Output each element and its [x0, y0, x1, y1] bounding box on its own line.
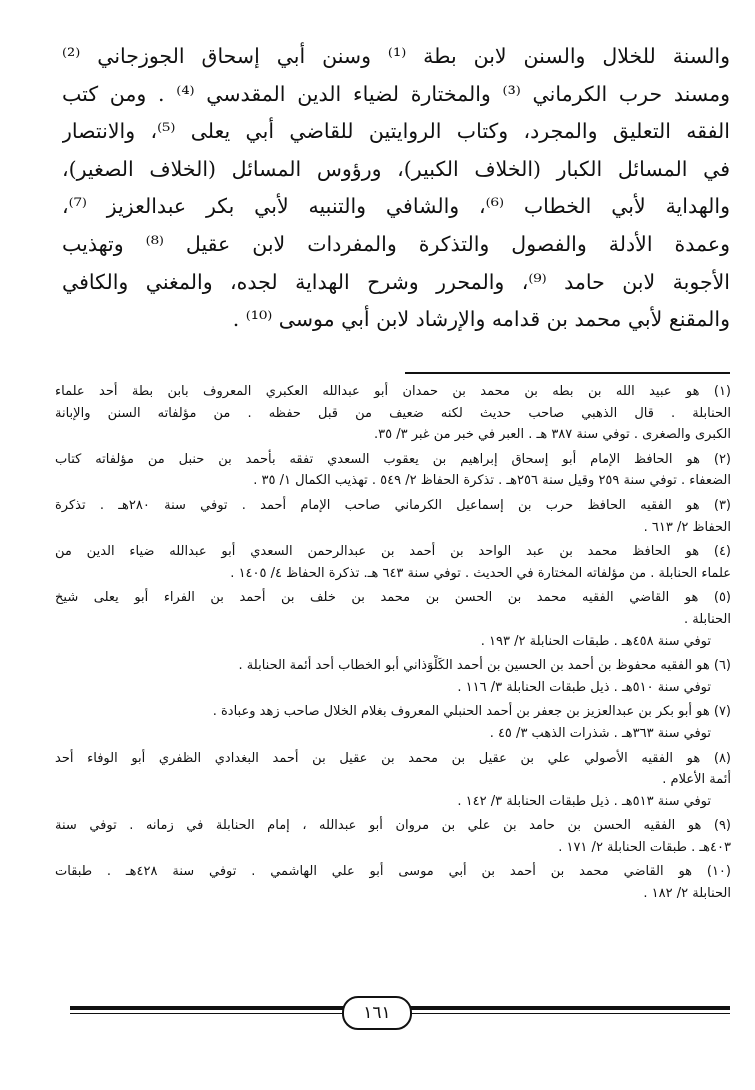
text-line: ومسند حرب الكرماني ⁽³⁾ والمختارة لضياء الدين المقدسي ⁽⁴⁾ . ومن كتب: [62, 81, 730, 106]
footnote-8: [55, 748, 731, 813]
footnote-line: الحفاظ ٢/ ٦١٣ .: [643, 519, 731, 535]
footnotes: [55, 381, 731, 905]
footnote-line: (٥) هو القاضي الفقيه محمد بن الحسن بن محمد بن خلف بن أحمد بن الفراء أبو يعلى شيخ: [55, 590, 731, 606]
footnote-line: الحنابلة ٢/ ١٨٢ .: [643, 886, 731, 902]
footnote-line: (٣) هو الفقيه الحافظ حرب بن إسماعيل الكرماني صاحب الإمام أحمد . توفي سنة ٢٨٠هـ . تذكرة: [55, 497, 731, 513]
footnote-5: [55, 587, 731, 652]
footnote-3: [55, 495, 731, 538]
footnote-1: [55, 381, 731, 446]
footnote-line: الكبرى والصغرى . توفي سنة ٣٨٧ هـ . العبر في خبر من غبر ٣/ ٣٥.: [373, 427, 731, 443]
footnote-line: (٦) هو الفقيه محفوظ بن أحمد بن الحسين بن أحمد الكَلْوَذاني أبو الخطاب أحد أئمة الحنابلة .: [238, 658, 731, 674]
text-line: والهداية لأبي الخطاب ⁽⁶⁾، والشافي والتنبيه لأبي بكر عبدالعزيز ⁽⁷⁾،: [62, 194, 730, 219]
footnote-line: علماء الحنابلة . من مؤلفاته المختارة في الحديث . توفي سنة ٦٤٣ هـ. تذكرة الحفاظ ٤/ ١٤٠٥ .: [230, 565, 731, 581]
text-line: وعمدة الأدلة والفصول والتذكرة والمفردات لابن عقيل ⁽⁸⁾ وتهذيب: [62, 231, 730, 256]
text-line: الفقه التعليق والمجرد، وكتاب الروايتين للقاضي أبي يعلى ⁽⁵⁾، والانتصار: [62, 119, 730, 144]
footnote-line: الضعفاء . توفي سنة ٢٥٩ وقيل سنة ٢٥٦هـ . تذكرة الحفاظ ٢/ ٥٤٩ . تهذيب الكمال ١/ ٣٥ .: [253, 473, 731, 489]
footnote-line: (٨) هو الفقيه الأصولي علي بن عقيل بن محمد بن عقيل بن أحمد البغدادي الظفري أبو الوفاء أحد: [55, 750, 731, 766]
footnote-line: (١٠) هو القاضي محمد بن أحمد بن أبي موسى أبو علي الهاشمي . توفي سنة ٤٢٨هـ . طبقات: [55, 864, 731, 880]
main-text: [62, 38, 730, 339]
footnote-line: (٢) هو الحافظ الإمام أبو إسحاق إبراهيم بن يعقوب السعدي تفقه بأحمد بن حنبل من مؤلفاته كتاب: [55, 451, 731, 467]
text-line: والمقنع لأبي محمد بن قدامه والإرشاد لابن أبي موسى ⁽¹⁰⁾ .: [232, 307, 730, 332]
footnote-10: [55, 861, 731, 904]
footnote-4: [55, 541, 731, 584]
footnote-line: (٧) هو أبو بكر بن عبدالعزيز بن جعفر بن أحمد الحنبلي المعروف بغلام الخلال صاحب زهد وعبادة .: [212, 704, 731, 720]
footnote-line: (٤) هو الحافظ محمد بن عبد الواحد بن أحمد بن عبدالرحمن السعدي أبو عبدالله ضياء الدين من: [55, 544, 731, 560]
footnote-line: الحنابلة . قال الذهبي صاحب حديث لكنه ضعيف من قبل حفظه . من مؤلفاته السنن والإبانة: [55, 405, 731, 421]
footnote-line: (٩) هو الفقيه الحسن بن حامد بن علي بن مروان أبو عبدالله ، إمام الحنابلة في زمانه . توفي سنة: [55, 818, 731, 834]
text-line: الأجوبة لابن حامد ⁽⁹⁾، والمحرر وشرح الهداية لجده، والمغني والكافي: [62, 269, 730, 294]
footnote-death-date: توفي سنة ٤٥٨هـ . طبقات الحنابلة ٢/ ١٩٣ .: [480, 633, 711, 649]
text-line: في المسائل الكبار (الخلاف الكبير)، ورؤوس المسائل (الخلاف الصغير)،: [62, 156, 730, 181]
page-number: ١٦١: [342, 996, 412, 1030]
footnote-separator: [405, 372, 730, 374]
text-line: والسنة للخلال والسنن لابن بطة ⁽¹⁾ وسنن أبي إسحاق الجوزجاني ⁽²⁾: [62, 44, 730, 68]
footnote-7: [55, 701, 731, 744]
footnote-line: ٤٠٣هـ . طبقات الحنابلة ٢/ ١٧١ .: [558, 839, 731, 855]
footnote-9: [55, 815, 731, 858]
footnote-death-date: توفي سنة ٥١٣هـ . ذيل طبقات الحنابلة ٣/ ١٤٢ .: [457, 793, 711, 809]
footnote-line: أئمة الأعلام .: [662, 772, 731, 788]
footnote-2: [55, 449, 731, 492]
footnote-6: [55, 655, 731, 698]
footnote-death-date: توفي سنة ٥١٠هـ . ذيل طبقات الحنابلة ٣/ ١١٦ .: [457, 679, 711, 695]
footnote-line: (١) هو عبيد الله بن بطه بن محمد بن حمدان أبو عبدالله العكبري المعروف بابن بطة أحد علماء: [55, 384, 731, 399]
footnote-line: الحنابلة .: [683, 611, 731, 627]
footnote-death-date: توفي سنة ٣٦٣هـ . شذرات الذهب ٣/ ٤٥ .: [489, 725, 711, 741]
